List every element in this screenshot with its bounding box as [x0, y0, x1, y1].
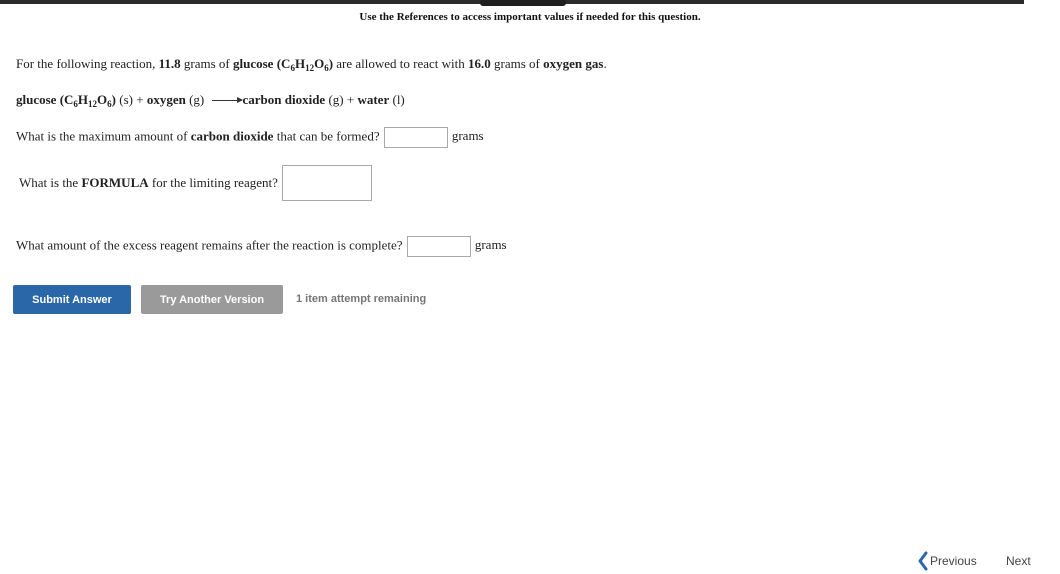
previous-label: Previous — [930, 554, 977, 568]
glucose-mass: 11.8 — [158, 56, 181, 71]
product-water: water — [357, 92, 390, 107]
references-link[interactable]: References — [396, 11, 448, 23]
product-carbon-dioxide: carbon dioxide — [242, 92, 326, 107]
question-excess-reagent: What amount of the excess reagent remains after the reaction is complete? grams — [16, 236, 507, 257]
oxygen-gas: oxygen gas — [543, 56, 604, 71]
submit-answer-button[interactable]: Submit Answer — [13, 285, 131, 314]
reactant-glucose: glucose $(C_6H_{12}O_6)$ — [16, 92, 117, 109]
notice-text: Use the — [359, 11, 397, 23]
reaction-intro: For the following reaction, 11.8 grams of glucose $(C_6H_{12}O_6)$ are allowed to react with 16.0 grams of oxygen gas. — [16, 56, 607, 73]
notice-text: to access important values if needed for this question. — [447, 11, 701, 23]
previous-link[interactable] — [918, 552, 977, 570]
question-max-co2: What is the maximum amount of carbon dioxide that can be formed? grams — [16, 127, 484, 148]
attempts-remaining: 1 item attempt remaining — [296, 293, 427, 305]
chevron-left-icon — [918, 552, 928, 570]
reactant-oxygen: oxygen — [146, 92, 186, 107]
max-co2-input[interactable] — [384, 127, 448, 148]
glucose-formula: glucose $(C_6H_{12}O_6)$ — [233, 56, 334, 73]
max-co2-unit: grams — [451, 128, 484, 144]
excess-reagent-input[interactable] — [407, 236, 471, 257]
limiting-reagent-input[interactable] — [282, 165, 372, 201]
try-another-version-button[interactable]: Try Another Version — [141, 285, 283, 314]
references-notice — [0, 11, 1060, 23]
oxygen-mass: 16.0 — [468, 56, 491, 71]
next-link[interactable]: Next — [1006, 554, 1031, 568]
reaction-equation: glucose $(C_6H_{12}O_6) (s)$ + oxygen (g) carbon dioxide (g) + water (l) — [16, 92, 405, 109]
question-limiting-reagent: What is the FORMULA for the limiting reagent? — [19, 165, 372, 201]
reaction-arrow-icon — [212, 100, 242, 101]
references-tab[interactable] — [480, 0, 566, 6]
excess-reagent-unit: grams — [474, 237, 507, 253]
